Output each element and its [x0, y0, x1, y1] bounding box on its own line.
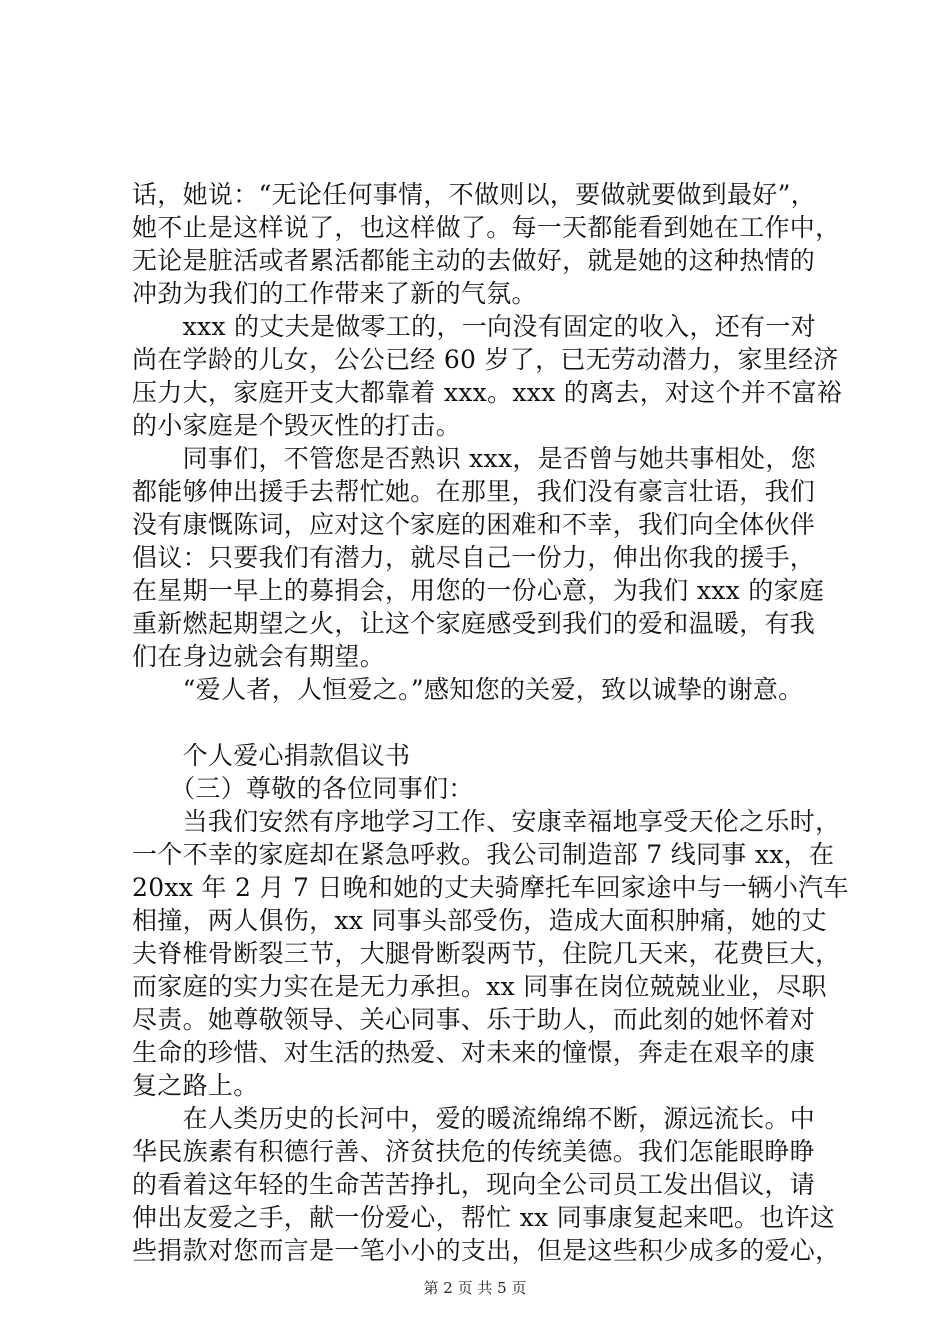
text-line: 生命的珍惜、对生活的热爱、对未来的憧憬，奔走在艰辛的康	[132, 1038, 816, 1067]
document-heading: 个人爱心捐款倡议书	[132, 741, 411, 770]
text-line: 的小家庭是个毁灭性的打击。	[132, 411, 461, 440]
text-line: 一个不幸的家庭却在紧急呼救。我公司制造部 7 线同事 xx，在	[132, 840, 835, 869]
text-line: 她不止是这样说了，也这样做了。每一天都能看到她在工作中，	[132, 213, 841, 242]
blank-line	[132, 706, 852, 739]
text-line: 同事们，不管您是否熟识 xxx，是否曾与她共事相处，您	[132, 444, 816, 473]
text-line: xxx 的丈夫是做零工的，一向没有固定的收入，还有一对	[132, 312, 816, 341]
text-line: 话，她说：“无论任何事情，不做则以，要做就要做到最好”，	[132, 180, 816, 209]
text-line: 重新燃起期望之火，让这个家庭感受到我们的爱和温暖，有我	[132, 609, 816, 638]
text-line: 倡议：只要我们有潜力，就尽自己一份力，伸出你我的援手，	[132, 543, 816, 572]
text-line: “爱人者，人恒爱之。”感知您的关爱，致以诚挚的谢意。	[132, 675, 804, 704]
text-line: 相撞，两人俱伤，xx 同事头部受伤，造成大面积肿痛，她的丈	[132, 906, 827, 935]
text-line: 都能够伸出援手去帮忙她。在那里，我们没有豪言壮语，我们	[132, 477, 816, 506]
text-line: 尚在学龄的儿女，公公已经 60 岁了，已无劳动潜力，家里经济	[132, 345, 839, 374]
text-line: 当我们安然有序地学习工作、安康幸福地享受天伦之乐时，	[132, 807, 841, 836]
text-line: 夫脊椎骨断裂三节，大腿骨断裂两节，住院几天来，花费巨大，	[132, 939, 841, 968]
salutation: （三）尊敬的各位同事们：	[132, 774, 474, 803]
text-line: 们在身边就会有期望。	[132, 642, 386, 671]
text-line: 复之路上。	[132, 1071, 259, 1100]
page-footer: 第 2 页 共 5 页	[423, 1279, 527, 1297]
text-line: 在星期一早上的募捐会，用您的一份心意，为我们 xxx 的家庭	[132, 576, 825, 605]
text-line: 华民族素有积德行善、济贫扶危的传统美德。我们怎能眼睁睁	[132, 1137, 816, 1166]
text-line: 在人类历史的长河中，爱的暖流绵绵不断，源远流长。中	[132, 1104, 816, 1133]
text-line: 伸出友爱之手，献一份爱心，帮忙 xx 同事康复起来吧。也许这	[132, 1203, 836, 1232]
text-line: 尽责。她尊敬领导、关心同事、乐于助人，而此刻的她怀着对	[132, 1005, 816, 1034]
text-line: 的看着这年轻的生命苦苦挣扎，现向全公司员工发出倡议，请	[132, 1170, 816, 1199]
text-line: 20xx 年 2 月 7 日晚和她的丈夫骑摩托车回家途中与一辆小汽车	[132, 873, 849, 902]
text-line: 没有康慨陈词，应对这个家庭的困难和不幸，我们向全体伙伴	[132, 510, 816, 539]
text-line: 无论是脏活或者累活都能主动的去做好，就是她的这种热情的	[132, 246, 816, 275]
text-line: 而家庭的实力实在是无力承担。xx 同事在岗位兢兢业业，尽职	[132, 972, 827, 1001]
text-line: 压力大，家庭开支大都靠着 xxx。xxx 的离去，对这个并不富裕	[132, 378, 843, 407]
text-line: 冲劲为我们的工作带来了新的气氛。	[132, 279, 537, 308]
text-line: 些捐款对您而言是一笔小小的支出，但是这些积少成多的爱心，	[132, 1236, 841, 1265]
